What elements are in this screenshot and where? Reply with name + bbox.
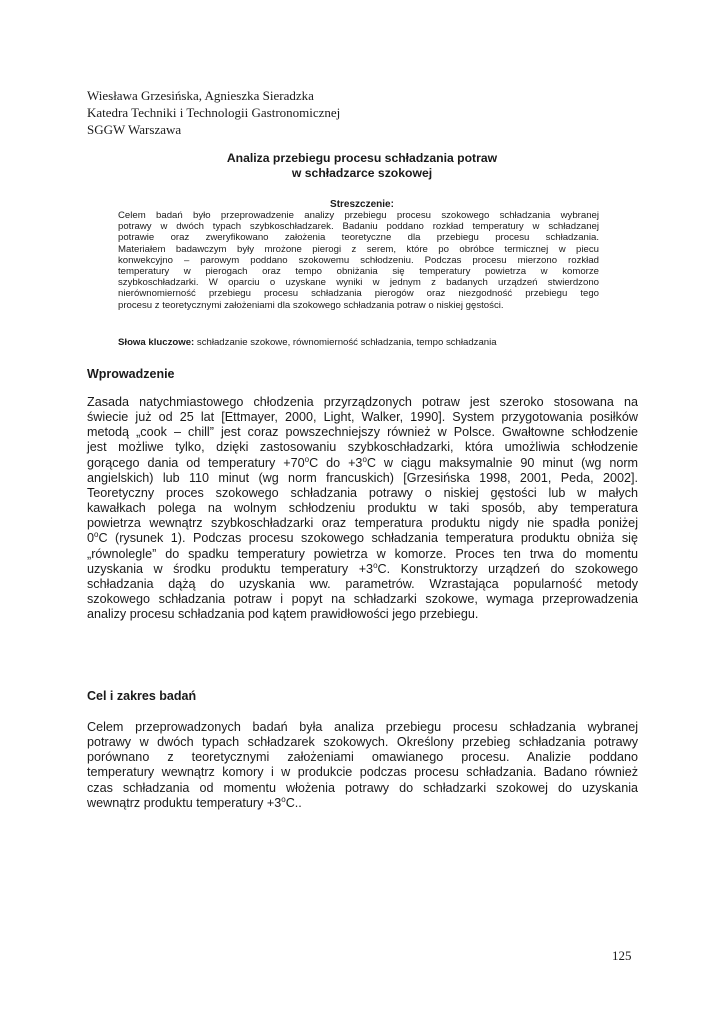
text-run: uzyskania w środku produktu temperatury +3 [87, 561, 374, 576]
text-line [87, 796, 638, 811]
section-heading-aims: Cel i zakres badań [87, 689, 197, 703]
text-line: angielskich) lub 110 minut (wg norm francuskich) [Grzesińska 1998, 2001, Peda, 2002]. [87, 470, 638, 485]
text-run: wewnątrz produktu temperatury +3 [87, 795, 282, 810]
text-line: „równolegle” do spadku temperatury powietrza w komorze. Proces ten trwa do momentu [87, 546, 638, 561]
section-heading-introduction: Wprowadzenie [87, 367, 175, 381]
abstract-line: Celem badań było przeprowadzenie analizy przebiegu procesu szokowego schładzania wybranej [118, 210, 599, 221]
abstract-line: Materiałem badawczym były mrożone pierogi z serem, które po obróbce termicznej w piecu [118, 243, 599, 255]
keywords-text: schładzanie szokowe, równomierność schładzania, tempo schładzania [194, 337, 497, 348]
text-run: C do +3 [309, 455, 363, 470]
text-line: jest możliwe tylko, dzięki zastosowaniu szybkoschładzarki, która umożliwia schłodzenie [87, 440, 638, 455]
abstract-line: temperatury w pierogach oraz tempo obniżania się temperatury powietrza w komorze [118, 266, 599, 278]
text-line [87, 456, 638, 471]
degree-superscript: o [304, 454, 310, 464]
abstract-heading: Streszczenie: [330, 199, 394, 210]
abstract-line: nierównomierność przebiegu procesu schładzania pierogów oraz niezgodność przebiegu tego [118, 288, 599, 300]
text-line: analizy procesu schładzania pod kątem prawidłowości jego przebiegu. [87, 607, 479, 622]
text-line: szokowego schładzania potraw i popyt na schładzarki szokowe, wymaga przeprowadzenia [87, 592, 638, 607]
text-run: C.. [285, 795, 302, 810]
paper-title-line-2: w schładzarce szokowej [291, 166, 433, 180]
keywords-label: Słowa kluczowe: [118, 337, 195, 348]
degree-superscript: o [362, 454, 367, 464]
paper-title [120, 151, 604, 181]
text-line: kawałkach polega na wolnym schłodzeniu produktu w taki sposób, aby temperatura [87, 501, 638, 516]
author-affiliation-block [87, 87, 340, 138]
abstract-line: procesu z teoretycznymi założeniami dla szokowego schładzania potraw o niskiej gęstości. [118, 299, 504, 311]
text-line: schładzania dążą do uzyskania ww. parametrów. Wzrastająca popularność metody [87, 576, 638, 591]
text-line: potrawy w dwóch typach schładzarek szokowych. Określony przebieg schładzania potrawy [87, 735, 638, 750]
text-line: czas schładzania od momentu włożenia potrawy do schładzarki szokowej do uzyskania [87, 780, 638, 795]
department: Katedra Techniki i Technologii Gastronomicznej [87, 105, 341, 120]
text-line [87, 562, 638, 577]
text-line: świecie już od 25 lat [Ettmayer, 2000, Light, Walker, 1990]. System przygotowania posiłków [87, 410, 638, 425]
text-line: porównano z teoretycznymi założeniami omawianego procesu. Analizie poddano [87, 750, 638, 765]
text-run: C. Konstruktorzy urządzeń do szokowego [377, 561, 638, 576]
text-run: C (rysunek 1). Podczas procesu szokowego schładzania temperatura produktu obniża się [98, 531, 638, 546]
abstract-line: potrawy w dwóch typach szybkoschładzarek. Badaniu poddano rozkład temperatury w schładzanej [118, 221, 599, 233]
text-run: C w ciągu maksymalnie 90 minut (wg norm [366, 455, 639, 470]
text-run: 0 [87, 531, 95, 546]
text-line: metodą „cook – chill” jest coraz powszechniejszy również w Polsce. Gwałtowne schłodzenie [87, 425, 638, 440]
text-line [87, 531, 638, 546]
abstract-body [118, 210, 599, 311]
abstract-line: konwekcyjno – parowym poddano szokowemu schłodzeniu. Podczas procesu mierzono rozkład [118, 254, 599, 266]
page-number: 125 [612, 948, 632, 963]
text-line: Zasada natychmiastowego chłodzenia przyrządzonych potraw jest szeroko stosowana na [87, 395, 638, 409]
authors: Wiesława Grzesińska, Agnieszka Sieradzka [87, 88, 314, 103]
paper-title-line-1: Analiza przebiegu procesu schładzania potraw [226, 151, 498, 165]
degree-superscript: o [281, 794, 286, 804]
abstract-line: szybkoschładzarki. W oparciu o uzyskane wyniki w jednym z badanych urządzeń stwierdzono [118, 277, 599, 289]
text-line: Celem przeprowadzonych badań była analiza przebiegu procesu schładzania wybranej [87, 720, 638, 734]
degree-superscript: o [373, 560, 378, 570]
text-line: Teoretyczny proces szokowego schładzania potrawy o niskiej gęstości lub w małych [87, 485, 638, 500]
abstract-line: potrawie oraz zweryfikowano założenia teoretyczne dla przebiegu procesu schładzania. [118, 232, 599, 244]
university: SGGW Warszawa [87, 122, 182, 137]
text-line: powietrza wewnątrz szybkoschładzarki oraz temperatura produktu nigdy nie spadła poniżej [87, 516, 638, 531]
aims-paragraph [87, 720, 638, 811]
introduction-paragraph [87, 395, 638, 622]
keywords [118, 337, 497, 349]
text-run: gorącego dania od temperatury +70 [87, 455, 305, 470]
text-line: temperatury wewnątrz komory i w produkcie podczas procesu schładzania. Badano również [87, 765, 638, 780]
degree-superscript: o [94, 530, 99, 540]
